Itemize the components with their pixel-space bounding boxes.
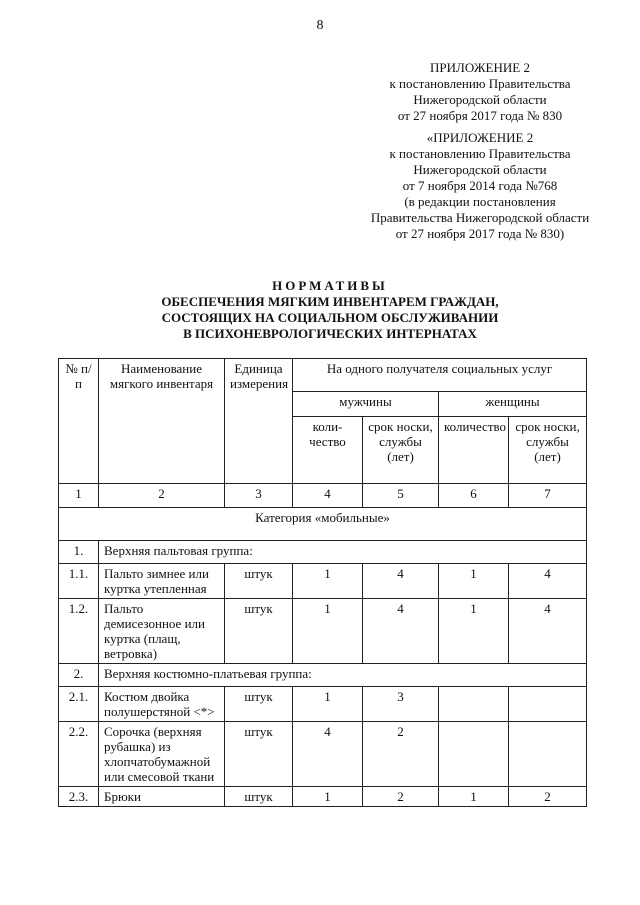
- appendix-block-original: [340, 130, 620, 242]
- group-name: Верхняя костюмно-платьевая группа:: [99, 664, 587, 687]
- header-per-recipient: На одного получателя социальных услуг: [293, 359, 587, 392]
- table-row: [59, 599, 587, 664]
- row-women-qty: [439, 687, 509, 722]
- column-numbers-row: [59, 484, 587, 508]
- row-women-qty: 1: [439, 787, 509, 807]
- row-name: Пальто зимнее или куртка утепленная: [99, 564, 225, 599]
- group-row: [59, 541, 587, 564]
- appendix-line: от 27 ноября 2017 года № 830): [395, 226, 565, 241]
- header-women: женщины: [439, 392, 587, 417]
- appendix-line: Нижегородской области: [413, 92, 547, 107]
- appendix-line: от 7 ноября 2014 года №768: [402, 178, 558, 193]
- row-num: 2.3.: [59, 787, 99, 807]
- table-row: [59, 787, 587, 807]
- category-row: Категория «мобильные»: [59, 508, 587, 541]
- row-men-qty: 4: [293, 722, 363, 787]
- row-num: 1.2.: [59, 599, 99, 664]
- header-women-qty: количество: [439, 417, 509, 484]
- row-men-qty: 1: [293, 599, 363, 664]
- row-name: Брюки: [99, 787, 225, 807]
- document-subtitle-line: СОСТОЯЩИХ НА СОЦИАЛЬНОМ ОБСЛУЖИВАНИИ: [161, 310, 499, 325]
- column-number: 7: [509, 484, 587, 508]
- row-unit: штук: [225, 564, 293, 599]
- column-number: 4: [293, 484, 363, 508]
- row-men-term: 4: [363, 599, 439, 664]
- column-number: 3: [225, 484, 293, 508]
- row-unit: штук: [225, 722, 293, 787]
- row-women-qty: 1: [439, 564, 509, 599]
- table-row: [59, 722, 587, 787]
- document-title: НОРМАТИВЫ: [272, 278, 388, 293]
- appendix-line: «ПРИЛОЖЕНИЕ 2: [426, 130, 534, 145]
- appendix-line: к постановлению Правительства: [389, 76, 571, 91]
- row-men-term: 2: [363, 787, 439, 807]
- row-name: Пальто демисезонное или куртка (плащ, ветровка): [99, 599, 225, 664]
- row-women-qty: [439, 722, 509, 787]
- header-men: мужчины: [293, 392, 439, 417]
- column-number: 5: [363, 484, 439, 508]
- group-row: [59, 664, 587, 687]
- header-men-qty: коли-чество: [293, 417, 363, 484]
- appendix-line: (в редакции постановления: [404, 194, 556, 209]
- appendix-line: ПРИЛОЖЕНИЕ 2: [430, 60, 530, 75]
- row-women-term: [509, 687, 587, 722]
- row-num: 1.1.: [59, 564, 99, 599]
- header-num: № п/п: [59, 359, 99, 484]
- row-num: 2.2.: [59, 722, 99, 787]
- column-number: 6: [439, 484, 509, 508]
- appendix-line: от 27 ноября 2017 года № 830: [397, 108, 563, 123]
- norms-table: [58, 358, 587, 807]
- row-name: Костюм двойка полушерстяной <*>: [99, 687, 225, 722]
- row-women-term: 2: [509, 787, 587, 807]
- page-number: 8: [316, 18, 324, 33]
- table-row: [59, 564, 587, 599]
- group-name: Верхняя пальтовая группа:: [99, 541, 587, 564]
- row-men-term: 2: [363, 722, 439, 787]
- row-men-term: 4: [363, 564, 439, 599]
- row-unit: штук: [225, 787, 293, 807]
- row-num: 2.1.: [59, 687, 99, 722]
- column-number: 1: [59, 484, 99, 508]
- header-men-term: срок носки, службы (лет): [363, 417, 439, 484]
- appendix-line: Правительства Нижегородской области: [370, 210, 590, 225]
- document-subtitle-line: В ПСИХОНЕВРОЛОГИЧЕСКИХ ИНТЕРНАТАХ: [183, 326, 477, 341]
- row-men-qty: 1: [293, 787, 363, 807]
- row-men-qty: 1: [293, 564, 363, 599]
- table-row: [59, 687, 587, 722]
- row-women-qty: 1: [439, 599, 509, 664]
- group-num: 1.: [59, 541, 99, 564]
- group-num: 2.: [59, 664, 99, 687]
- header-unit: Единица измерения: [225, 359, 293, 484]
- row-women-term: 4: [509, 599, 587, 664]
- document-subtitle-line: ОБЕСПЕЧЕНИЯ МЯГКИМ ИНВЕНТАРЕМ ГРАЖДАН,: [161, 294, 499, 309]
- appendix-line: к постановлению Правительства: [389, 146, 571, 161]
- row-women-term: [509, 722, 587, 787]
- row-name: Сорочка (верхняя рубашка) из хлопчатобумажной или смесовой ткани: [99, 722, 225, 787]
- column-number: 2: [99, 484, 225, 508]
- document-heading: [110, 278, 550, 342]
- appendix-line: Нижегородской области: [413, 162, 547, 177]
- row-men-term: 3: [363, 687, 439, 722]
- row-women-term: 4: [509, 564, 587, 599]
- row-men-qty: 1: [293, 687, 363, 722]
- row-unit: штук: [225, 687, 293, 722]
- header-women-term: срок носки, службы (лет): [509, 417, 587, 484]
- appendix-block-current: [340, 60, 620, 124]
- header-name: Наименование мягкого инвентаря: [99, 359, 225, 484]
- row-unit: штук: [225, 599, 293, 664]
